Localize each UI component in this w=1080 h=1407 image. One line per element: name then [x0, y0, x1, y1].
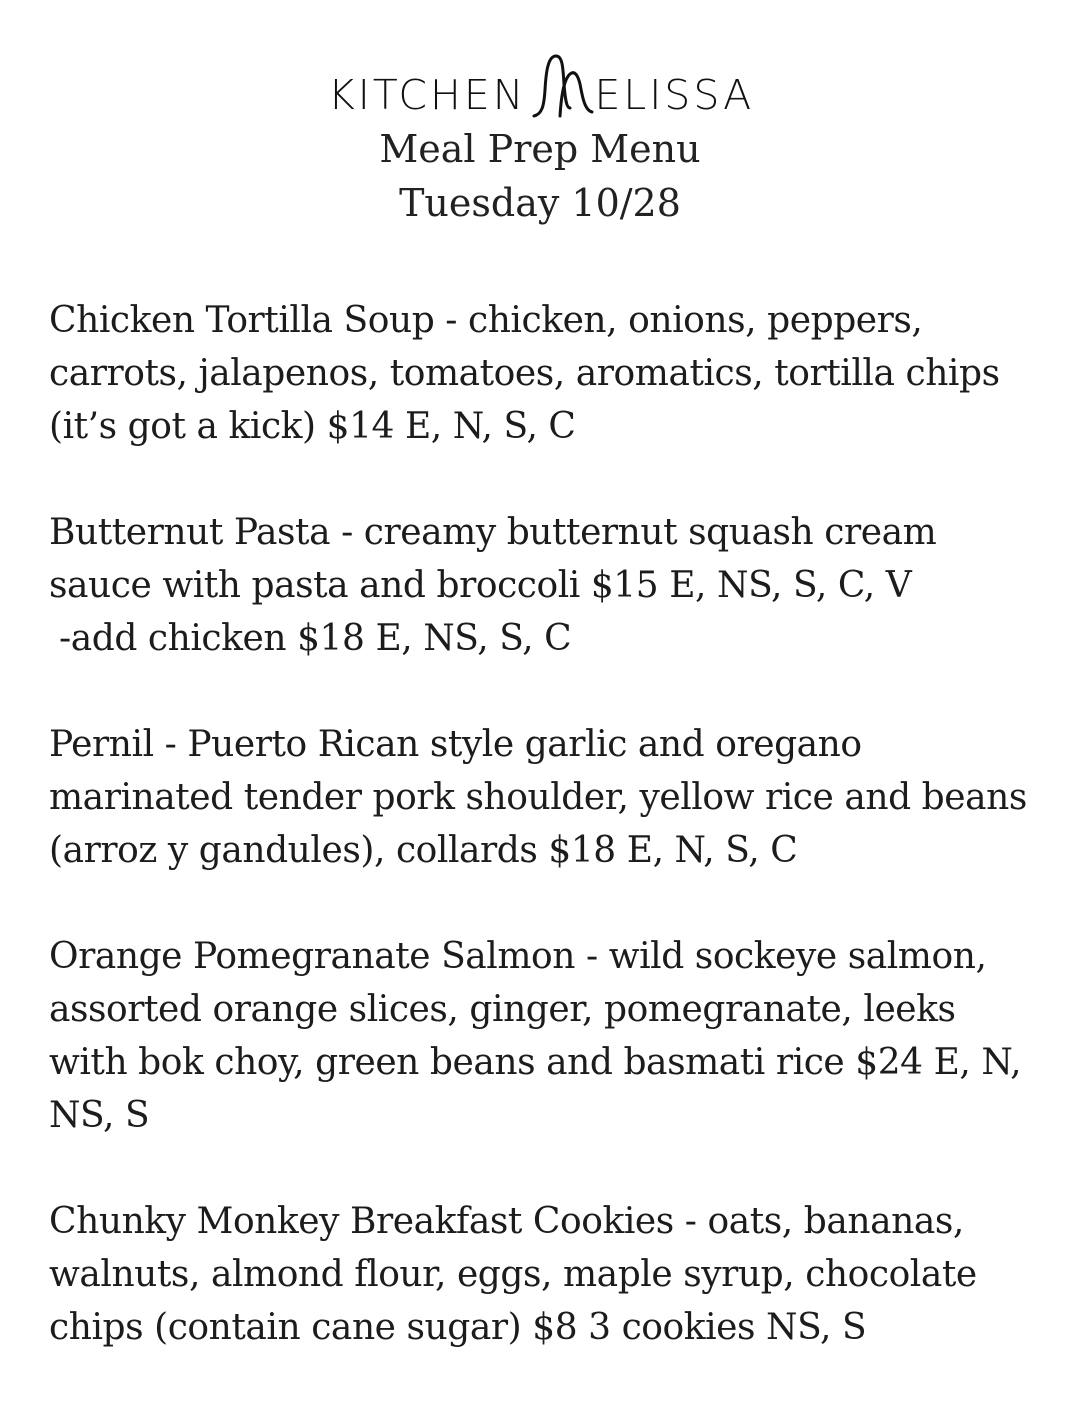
menu-item-description: Butternut Pasta - creamy butternut squash cream sauce with pasta and broccoli $15 E, NS, S, C, V	[49, 512, 937, 606]
kitchen-melissa-logo	[2, 46, 1080, 122]
menu-header	[0, 46, 1080, 230]
menu-item-description: Chicken Tortilla Soup - chicken, onions, peppers, carrots, jalapenos, tomatoes, aromatics, tortilla chips (it’s got a kick) $14 E, N, S, C	[49, 300, 1000, 447]
menu-item	[49, 506, 1039, 665]
menu-item-description: Chunky Monkey Breakfast Cookies - oats, bananas, walnuts, almond flour, eggs, maple syrup, chocolate chips (contain cane sugar) $8 3 cookies NS, S	[49, 1201, 977, 1348]
menu-item	[49, 1195, 1039, 1354]
logo-word-elissa: ELISSA	[594, 71, 755, 119]
logo-m-icon	[530, 50, 594, 122]
logo-word-kitchen: KITCHEN	[327, 71, 527, 119]
menu-item	[49, 294, 1039, 453]
menu-item	[49, 718, 1039, 877]
menu-item	[49, 930, 1039, 1142]
menu-item-description: Pernil - Puerto Rican style garlic and oregano marinated tender pork shoulder, yellow rice and beans (arroz y gandules), collards $18 E, N, S, C	[49, 724, 1027, 871]
menu-title: Meal Prep Menu	[379, 127, 701, 171]
menu-item-addon: -add chicken $18 E, NS, S, C	[59, 618, 572, 659]
menu-list	[49, 294, 1039, 1407]
menu-item-description: Orange Pomegranate Salmon - wild sockeye salmon, assorted orange slices, ginger, pomegranate, leeks with bok choy, green beans and basmati rice $24 E, N, NS, S	[49, 936, 1022, 1136]
menu-date: Tuesday 10/28	[399, 181, 681, 225]
